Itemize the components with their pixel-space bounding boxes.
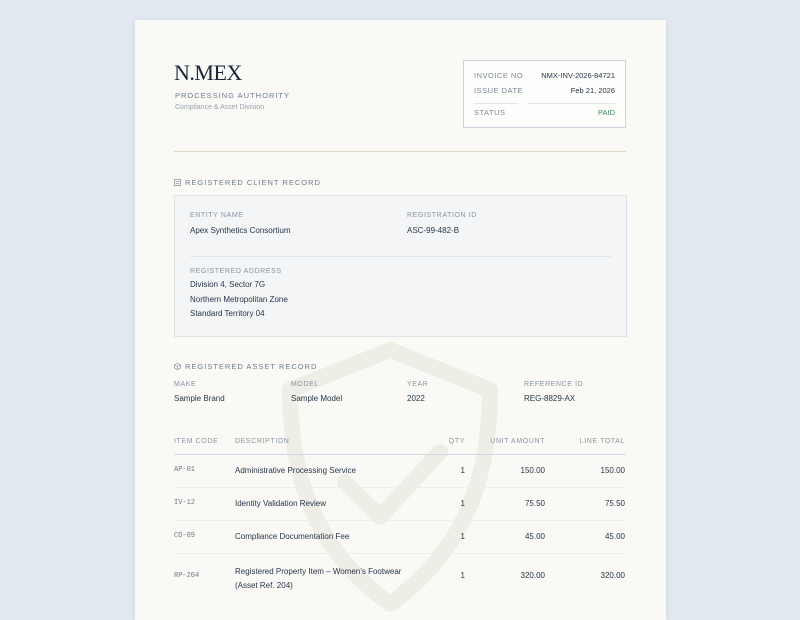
client-section-label: REGISTERED CLIENT RECORD xyxy=(185,178,321,187)
item-line-total: 150.00 xyxy=(600,466,625,475)
make-value: Sample Brand xyxy=(174,394,225,403)
status-badge: PAID xyxy=(598,108,615,117)
invoice-no-value: NMX-INV-2026-84721 xyxy=(541,71,615,80)
row-divider xyxy=(174,520,626,521)
address-line: Northern Metropolitan Zone xyxy=(190,294,288,304)
header-unit-amount: UNIT AMOUNT xyxy=(490,438,545,445)
asset-section-label: REGISTERED ASSET RECORD xyxy=(185,362,318,371)
item-qty: 1 xyxy=(460,466,465,475)
item-description-line1: Registered Property Item – Women’s Footwear xyxy=(235,567,402,576)
item-code: CD-09 xyxy=(174,532,196,540)
brand-subtitle: PROCESSING AUTHORITY xyxy=(175,91,291,100)
item-code: AP-01 xyxy=(174,466,196,474)
issue-date-value: Feb 21, 2026 xyxy=(570,86,615,95)
header-description: DESCRIPTION xyxy=(235,438,290,445)
reference-id-value: REG-8829-AX xyxy=(524,394,576,403)
address-block xyxy=(190,278,288,322)
model-label: MODEL xyxy=(291,381,319,388)
row-divider xyxy=(174,553,626,554)
item-qty: 1 xyxy=(460,571,465,580)
address-line: Division 4, Sector 7G xyxy=(190,280,266,289)
brand-division: Compliance & Asset Division xyxy=(175,104,265,111)
model-value: Sample Model xyxy=(291,394,343,403)
invoice-no-label: INVOICE NO xyxy=(474,71,524,80)
item-unit-amount: 75.50 xyxy=(524,499,545,508)
address-line: Standard Territory 04 xyxy=(190,309,265,318)
item-unit-amount: 320.00 xyxy=(520,571,545,580)
asset-section-title xyxy=(174,362,317,371)
header-divider xyxy=(174,151,626,152)
brand-name: N.MEX xyxy=(174,60,242,85)
header-item-code: ITEM CODE xyxy=(174,438,219,445)
item-unit-amount: 150.00 xyxy=(520,466,545,475)
item-description: Compliance Documentation Fee xyxy=(235,532,350,541)
item-description: Administrative Processing Service xyxy=(235,466,356,475)
item-description-line2: (Asset Ref. 204) xyxy=(235,580,293,590)
cube-icon xyxy=(174,363,181,370)
item-unit-amount: 45.00 xyxy=(524,532,545,541)
registration-id-label: REGISTRATION ID xyxy=(407,212,477,219)
address-label: REGISTERED ADDRESS xyxy=(190,268,282,275)
item-line-total: 45.00 xyxy=(604,532,625,541)
item-description xyxy=(235,565,401,592)
header-line-total: LINE TOTAL xyxy=(579,438,625,445)
meta-divider xyxy=(528,103,615,104)
year-value: 2022 xyxy=(407,394,425,403)
item-description: Identity Validation Review xyxy=(235,499,327,508)
item-qty: 1 xyxy=(460,499,465,508)
entity-label: ENTITY NAME xyxy=(190,212,244,219)
item-line-total: 75.50 xyxy=(604,499,625,508)
item-qty: 1 xyxy=(460,532,465,541)
year-label: YEAR xyxy=(407,381,429,388)
invoice-document xyxy=(135,20,666,620)
client-divider xyxy=(190,256,611,257)
item-line-total: 320.00 xyxy=(600,571,625,580)
row-divider xyxy=(174,487,626,488)
entity-value: Apex Synthetics Consortium xyxy=(190,226,291,235)
table-header-rule xyxy=(174,454,626,455)
issue-date-label: ISSUE DATE xyxy=(474,86,524,95)
reference-id-label: REFERENCE ID xyxy=(524,381,584,388)
header-qty: QTY xyxy=(448,438,465,445)
client-record-box xyxy=(174,195,627,337)
item-code: IV-12 xyxy=(174,499,196,507)
status-label: STATUS xyxy=(474,108,506,117)
registration-id-value: ASC-99-482-B xyxy=(407,226,460,235)
invoice-meta-box xyxy=(463,60,626,128)
make-label: MAKE xyxy=(174,381,197,388)
document-icon xyxy=(174,179,181,186)
meta-divider xyxy=(474,103,518,104)
client-section-title xyxy=(174,178,321,187)
item-code: RP-204 xyxy=(174,572,200,580)
